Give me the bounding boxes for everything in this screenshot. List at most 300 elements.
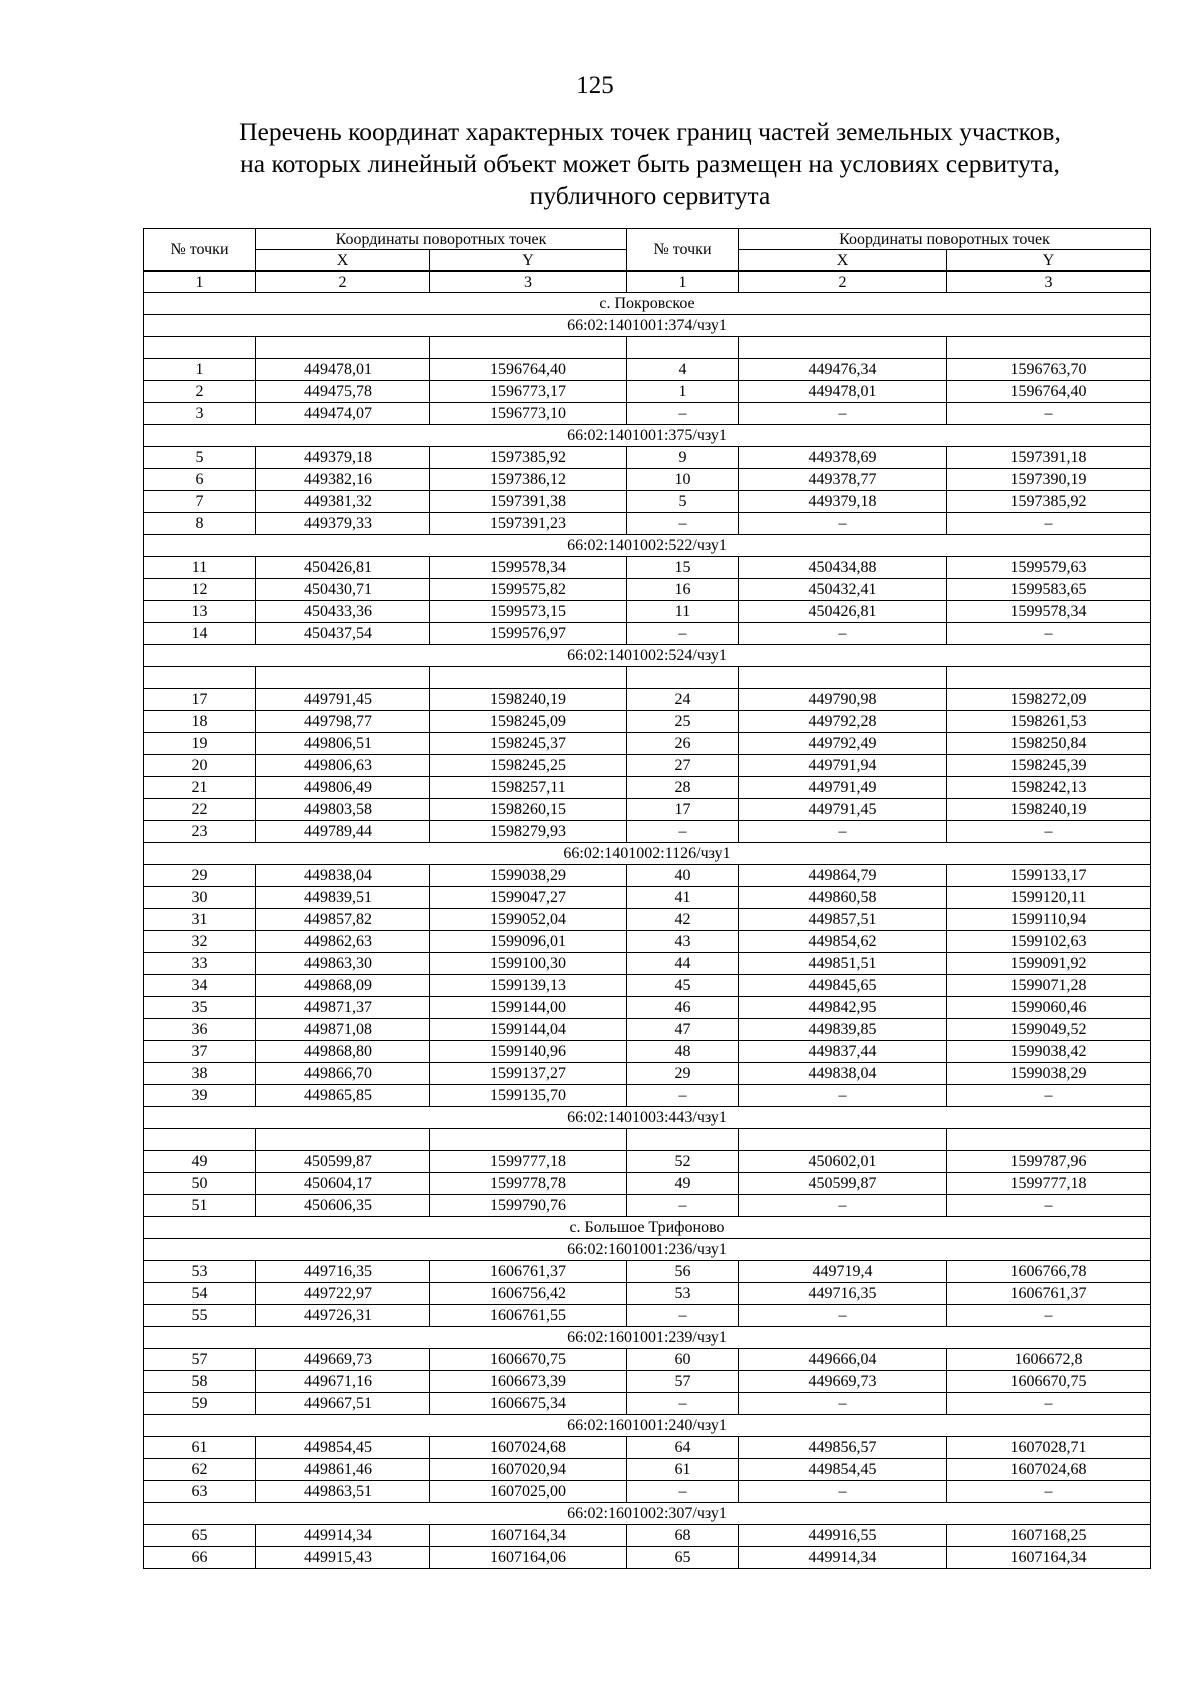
coord-y-cell: 1607024,68 bbox=[430, 1437, 627, 1459]
coord-y-cell: 1598261,53 bbox=[947, 711, 1151, 733]
coord-y-cell: 1599576,97 bbox=[430, 623, 627, 645]
point-no-cell: 49 bbox=[627, 1173, 739, 1195]
coord-x-cell: – bbox=[739, 623, 947, 645]
point-no-cell: 8 bbox=[144, 513, 256, 535]
point-no-cell: 66 bbox=[144, 1547, 256, 1569]
coord-y-cell: – bbox=[947, 1481, 1151, 1503]
parcel-row bbox=[144, 425, 1151, 447]
coord-y-cell: 1599777,18 bbox=[947, 1173, 1151, 1195]
point-no-cell: 25 bbox=[627, 711, 739, 733]
table-row bbox=[144, 359, 1151, 381]
coord-x-cell: 449914,34 bbox=[739, 1547, 947, 1569]
point-no-cell: 43 bbox=[627, 931, 739, 953]
table-row bbox=[144, 381, 1151, 403]
coord-x-cell: 450437,54 bbox=[256, 623, 430, 645]
parcel-id: 66:02:1601002:307/чзу1 bbox=[144, 1503, 1151, 1525]
table-row bbox=[144, 579, 1151, 601]
point-no-cell: 26 bbox=[627, 733, 739, 755]
point-no-cell: 64 bbox=[627, 1437, 739, 1459]
coord-x-cell: 449864,79 bbox=[739, 865, 947, 887]
table-row bbox=[144, 1349, 1151, 1371]
point-no-cell: 35 bbox=[144, 997, 256, 1019]
table-row bbox=[144, 1283, 1151, 1305]
coord-y-cell: 1599091,92 bbox=[947, 953, 1151, 975]
parcel-row bbox=[144, 1327, 1151, 1349]
coord-y-cell: 1597391,38 bbox=[430, 491, 627, 513]
table-row bbox=[144, 1305, 1151, 1327]
point-no-cell: 4 bbox=[627, 359, 739, 381]
point-no-cell: 63 bbox=[144, 1481, 256, 1503]
coord-y-cell: 1599137,27 bbox=[430, 1063, 627, 1085]
point-no-cell: 17 bbox=[144, 689, 256, 711]
coord-y-cell: 1607025,00 bbox=[430, 1481, 627, 1503]
coord-y-cell: 1598245,37 bbox=[430, 733, 627, 755]
coord-y-cell: 1597385,92 bbox=[430, 447, 627, 469]
coord-x-cell: 449792,28 bbox=[739, 711, 947, 733]
header-y: Y bbox=[430, 250, 627, 272]
parcel-row bbox=[144, 645, 1151, 667]
point-no-cell: 41 bbox=[627, 887, 739, 909]
point-no-cell: – bbox=[627, 1085, 739, 1107]
point-no-cell: – bbox=[627, 1481, 739, 1503]
coord-x-cell: 449726,31 bbox=[256, 1305, 430, 1327]
point-no-cell: 1 bbox=[144, 359, 256, 381]
coord-y-cell: 1599787,96 bbox=[947, 1151, 1151, 1173]
point-no-cell: 37 bbox=[144, 1041, 256, 1063]
table-row bbox=[144, 1261, 1151, 1283]
table-row bbox=[144, 887, 1151, 909]
coord-y-cell: – bbox=[947, 1195, 1151, 1217]
coord-x-cell: 449722,97 bbox=[256, 1283, 430, 1305]
point-no-cell: 6 bbox=[144, 469, 256, 491]
coord-x-cell: – bbox=[739, 1195, 947, 1217]
coord-x-cell: 449474,07 bbox=[256, 403, 430, 425]
coord-x-cell: 450602,01 bbox=[739, 1151, 947, 1173]
settlement-row bbox=[144, 293, 1151, 315]
coord-x-cell: 449382,16 bbox=[256, 469, 430, 491]
parcel-row bbox=[144, 1503, 1151, 1525]
coord-x-cell: – bbox=[739, 1305, 947, 1327]
coord-x-cell: 449806,63 bbox=[256, 755, 430, 777]
header-row bbox=[144, 229, 1151, 250]
coord-y-cell: 1599110,94 bbox=[947, 909, 1151, 931]
coord-x-cell: 449798,77 bbox=[256, 711, 430, 733]
point-no-cell: 24 bbox=[627, 689, 739, 711]
point-no-cell: 21 bbox=[144, 777, 256, 799]
coord-y-cell: 1599047,27 bbox=[430, 887, 627, 909]
point-no-cell: 11 bbox=[144, 557, 256, 579]
parcel-row bbox=[144, 535, 1151, 557]
coord-x-cell: 449863,51 bbox=[256, 1481, 430, 1503]
coord-y-cell: 1599135,70 bbox=[430, 1085, 627, 1107]
coord-y-cell: 1598242,13 bbox=[947, 777, 1151, 799]
coord-x-cell: 449871,37 bbox=[256, 997, 430, 1019]
coord-y-cell: 1606670,75 bbox=[430, 1349, 627, 1371]
coord-x-cell: 449861,46 bbox=[256, 1459, 430, 1481]
header-point-no: № точки bbox=[627, 229, 739, 272]
table-cell bbox=[144, 667, 256, 689]
coord-y-cell: 1598250,84 bbox=[947, 733, 1151, 755]
point-no-cell: 3 bbox=[144, 403, 256, 425]
table-row bbox=[144, 865, 1151, 887]
table-cell bbox=[627, 1129, 739, 1151]
coord-y-cell: 1596764,40 bbox=[430, 359, 627, 381]
coord-y-cell: 1599038,29 bbox=[947, 1063, 1151, 1085]
coord-y-cell: 1598245,25 bbox=[430, 755, 627, 777]
table-row bbox=[144, 1019, 1151, 1041]
coord-x-cell: 449871,08 bbox=[256, 1019, 430, 1041]
coord-x-cell: 449851,51 bbox=[739, 953, 947, 975]
point-no-cell: 53 bbox=[144, 1261, 256, 1283]
coord-x-cell: 449806,51 bbox=[256, 733, 430, 755]
point-no-cell: 19 bbox=[144, 733, 256, 755]
coord-y-cell: 1599578,34 bbox=[430, 557, 627, 579]
coord-y-cell: 1599071,28 bbox=[947, 975, 1151, 997]
table-row bbox=[144, 1481, 1151, 1503]
coord-y-cell: 1597386,12 bbox=[430, 469, 627, 491]
table-cell bbox=[947, 667, 1151, 689]
parcel-row bbox=[144, 1239, 1151, 1261]
table-row bbox=[144, 1393, 1151, 1415]
point-no-cell: 11 bbox=[627, 601, 739, 623]
table-row bbox=[144, 623, 1151, 645]
point-no-cell: 58 bbox=[144, 1371, 256, 1393]
point-no-cell: 53 bbox=[627, 1283, 739, 1305]
coord-x-cell: 449839,51 bbox=[256, 887, 430, 909]
table-cell bbox=[947, 337, 1151, 359]
coord-x-cell: 449862,63 bbox=[256, 931, 430, 953]
coord-y-cell: 1606672,8 bbox=[947, 1349, 1151, 1371]
point-no-cell: 60 bbox=[627, 1349, 739, 1371]
coord-y-cell: 1599583,65 bbox=[947, 579, 1151, 601]
table-row bbox=[144, 1195, 1151, 1217]
coord-y-cell: 1598272,09 bbox=[947, 689, 1151, 711]
table-row bbox=[144, 403, 1151, 425]
coord-x-cell: – bbox=[739, 1481, 947, 1503]
coord-x-cell: 450599,87 bbox=[739, 1173, 947, 1195]
coord-x-cell: 450430,71 bbox=[256, 579, 430, 601]
coord-y-cell: 1599102,63 bbox=[947, 931, 1151, 953]
parcel-id: 66:02:1401001:374/чзу1 bbox=[144, 315, 1151, 337]
table-row bbox=[144, 601, 1151, 623]
point-no-cell: 29 bbox=[627, 1063, 739, 1085]
coord-x-cell: 450426,81 bbox=[256, 557, 430, 579]
table-cell bbox=[256, 667, 430, 689]
table-row bbox=[144, 1371, 1151, 1393]
coord-y-cell: 1598257,11 bbox=[430, 777, 627, 799]
coord-y-cell: – bbox=[947, 1085, 1151, 1107]
coord-x-cell: 449792,49 bbox=[739, 733, 947, 755]
parcel-row bbox=[144, 843, 1151, 865]
coord-y-cell: 1597391,23 bbox=[430, 513, 627, 535]
table-row bbox=[144, 491, 1151, 513]
table-row bbox=[144, 1547, 1151, 1569]
coord-y-cell: 1607164,34 bbox=[430, 1525, 627, 1547]
coord-y-cell: 1599790,76 bbox=[430, 1195, 627, 1217]
point-no-cell: 16 bbox=[627, 579, 739, 601]
coord-y-cell: 1606756,42 bbox=[430, 1283, 627, 1305]
point-no-cell: 5 bbox=[627, 491, 739, 513]
coord-x-cell: 449669,73 bbox=[256, 1349, 430, 1371]
coord-x-cell: 449857,51 bbox=[739, 909, 947, 931]
coord-y-cell: 1607168,25 bbox=[947, 1525, 1151, 1547]
table-cell bbox=[739, 667, 947, 689]
point-no-cell: 15 bbox=[627, 557, 739, 579]
table-row bbox=[144, 1459, 1151, 1481]
coord-x-cell: 450606,35 bbox=[256, 1195, 430, 1217]
point-no-cell: 54 bbox=[144, 1283, 256, 1305]
coord-y-cell: 1598279,93 bbox=[430, 821, 627, 843]
point-no-cell: 65 bbox=[627, 1547, 739, 1569]
point-no-cell: 57 bbox=[627, 1371, 739, 1393]
coord-x-cell: 449916,55 bbox=[739, 1525, 947, 1547]
blank-row bbox=[144, 1129, 1151, 1151]
parcel-id: 66:02:1401003:443/чзу1 bbox=[144, 1107, 1151, 1129]
coord-y-cell: 1599100,30 bbox=[430, 953, 627, 975]
coord-y-cell: 1599579,63 bbox=[947, 557, 1151, 579]
coord-x-cell: 449716,35 bbox=[739, 1283, 947, 1305]
settlement-name: с. Покровское bbox=[144, 293, 1151, 315]
point-no-cell: 49 bbox=[144, 1151, 256, 1173]
table-row bbox=[144, 931, 1151, 953]
coord-x-cell: 449666,04 bbox=[739, 1349, 947, 1371]
point-no-cell: 59 bbox=[144, 1393, 256, 1415]
coord-y-cell: 1606675,34 bbox=[430, 1393, 627, 1415]
table-cell bbox=[947, 1129, 1151, 1151]
point-no-cell: 10 bbox=[627, 469, 739, 491]
table-body bbox=[144, 293, 1151, 1569]
point-no-cell: 23 bbox=[144, 821, 256, 843]
coord-y-cell: 1599133,17 bbox=[947, 865, 1151, 887]
parcel-row bbox=[144, 1107, 1151, 1129]
point-no-cell: 18 bbox=[144, 711, 256, 733]
column-number: 1 bbox=[144, 271, 256, 293]
coord-y-cell: 1599049,52 bbox=[947, 1019, 1151, 1041]
coord-x-cell: 450432,41 bbox=[739, 579, 947, 601]
header-coords: Координаты поворотных точек bbox=[739, 229, 1151, 250]
coord-x-cell: – bbox=[739, 1393, 947, 1415]
coord-x-cell: 449854,45 bbox=[256, 1437, 430, 1459]
coord-y-cell: – bbox=[947, 1305, 1151, 1327]
coord-x-cell: 449866,70 bbox=[256, 1063, 430, 1085]
coord-x-cell: 449854,62 bbox=[739, 931, 947, 953]
coord-x-cell: 450604,17 bbox=[256, 1173, 430, 1195]
coord-y-cell: 1606670,75 bbox=[947, 1371, 1151, 1393]
coord-y-cell: 1606673,39 bbox=[430, 1371, 627, 1393]
point-no-cell: 42 bbox=[627, 909, 739, 931]
point-no-cell: 33 bbox=[144, 953, 256, 975]
point-no-cell: 57 bbox=[144, 1349, 256, 1371]
parcel-id: 66:02:1601001:240/чзу1 bbox=[144, 1415, 1151, 1437]
point-no-cell: 45 bbox=[627, 975, 739, 997]
point-no-cell: – bbox=[627, 1393, 739, 1415]
title-line: на которых линейный объект может быть размещен на условиях сервитута, bbox=[240, 149, 1060, 178]
point-no-cell: 5 bbox=[144, 447, 256, 469]
coord-y-cell: 1597391,18 bbox=[947, 447, 1151, 469]
table-cell bbox=[430, 1129, 627, 1151]
coord-x-cell: 449476,34 bbox=[739, 359, 947, 381]
coord-x-cell: 449914,34 bbox=[256, 1525, 430, 1547]
point-no-cell: – bbox=[627, 513, 739, 535]
coord-y-cell: 1599144,04 bbox=[430, 1019, 627, 1041]
coord-y-cell: – bbox=[947, 821, 1151, 843]
coord-y-cell: 1599573,15 bbox=[430, 601, 627, 623]
point-no-cell: 20 bbox=[144, 755, 256, 777]
parcel-id: 66:02:1401002:524/чзу1 bbox=[144, 645, 1151, 667]
coord-x-cell: 449379,18 bbox=[256, 447, 430, 469]
table-cell bbox=[144, 337, 256, 359]
point-no-cell: – bbox=[627, 623, 739, 645]
coord-y-cell: 1598260,15 bbox=[430, 799, 627, 821]
point-no-cell: 13 bbox=[144, 601, 256, 623]
point-no-cell: 65 bbox=[144, 1525, 256, 1547]
coord-x-cell: 450599,87 bbox=[256, 1151, 430, 1173]
coord-y-cell: 1599120,11 bbox=[947, 887, 1151, 909]
coord-x-cell: 449790,98 bbox=[739, 689, 947, 711]
coord-y-cell: 1597385,92 bbox=[947, 491, 1151, 513]
blank-row bbox=[144, 337, 1151, 359]
header-x: X bbox=[256, 250, 430, 272]
coord-y-cell: 1599139,13 bbox=[430, 975, 627, 997]
coord-x-cell: 449716,35 bbox=[256, 1261, 430, 1283]
parcel-id: 66:02:1601001:239/чзу1 bbox=[144, 1327, 1151, 1349]
table-row bbox=[144, 557, 1151, 579]
table-row bbox=[144, 689, 1151, 711]
coord-y-cell: 1599038,29 bbox=[430, 865, 627, 887]
settlement-row bbox=[144, 1217, 1151, 1239]
point-no-cell: 61 bbox=[144, 1437, 256, 1459]
table-cell bbox=[430, 337, 627, 359]
table-row bbox=[144, 1173, 1151, 1195]
title-line: Перечень координат характерных точек границ частей земельных участков, bbox=[239, 117, 1061, 146]
coord-x-cell: 449868,09 bbox=[256, 975, 430, 997]
coord-y-cell: – bbox=[947, 623, 1151, 645]
point-no-cell: 61 bbox=[627, 1459, 739, 1481]
coord-y-cell: 1599144,00 bbox=[430, 997, 627, 1019]
point-no-cell: – bbox=[627, 1195, 739, 1217]
parcel-id: 66:02:1601001:236/чзу1 bbox=[144, 1239, 1151, 1261]
coord-x-cell: 449868,80 bbox=[256, 1041, 430, 1063]
point-no-cell: 17 bbox=[627, 799, 739, 821]
coord-y-cell: 1598245,09 bbox=[430, 711, 627, 733]
coord-x-cell: 449791,45 bbox=[739, 799, 947, 821]
table-cell bbox=[256, 1129, 430, 1151]
table-row bbox=[144, 975, 1151, 997]
coord-y-cell: 1606761,37 bbox=[947, 1283, 1151, 1305]
coord-y-cell: 1596763,70 bbox=[947, 359, 1151, 381]
coord-y-cell: 1598245,39 bbox=[947, 755, 1151, 777]
point-no-cell: – bbox=[627, 1305, 739, 1327]
coord-x-cell: 449378,77 bbox=[739, 469, 947, 491]
point-no-cell: 51 bbox=[144, 1195, 256, 1217]
table-row bbox=[144, 755, 1151, 777]
coord-x-cell: 449845,65 bbox=[739, 975, 947, 997]
header-x: X bbox=[739, 250, 947, 272]
table-row bbox=[144, 799, 1151, 821]
coord-y-cell: 1599052,04 bbox=[430, 909, 627, 931]
header-coords: Координаты поворотных точек bbox=[256, 229, 627, 250]
point-no-cell: 31 bbox=[144, 909, 256, 931]
coord-x-cell: 449857,82 bbox=[256, 909, 430, 931]
coord-x-cell: 449803,58 bbox=[256, 799, 430, 821]
point-no-cell: – bbox=[627, 403, 739, 425]
coord-y-cell: 1596764,40 bbox=[947, 381, 1151, 403]
coord-x-cell: 449856,57 bbox=[739, 1437, 947, 1459]
coord-x-cell: 449478,01 bbox=[739, 381, 947, 403]
coord-x-cell: 449837,44 bbox=[739, 1041, 947, 1063]
point-no-cell: 56 bbox=[627, 1261, 739, 1283]
coord-y-cell: 1599575,82 bbox=[430, 579, 627, 601]
point-no-cell: 46 bbox=[627, 997, 739, 1019]
point-no-cell: – bbox=[627, 821, 739, 843]
coord-x-cell: 449379,18 bbox=[739, 491, 947, 513]
title-line: публичного сервитута bbox=[529, 181, 771, 210]
point-no-cell: 68 bbox=[627, 1525, 739, 1547]
point-no-cell: 39 bbox=[144, 1085, 256, 1107]
coord-y-cell: 1606761,55 bbox=[430, 1305, 627, 1327]
parcel-id: 66:02:1401002:1126/чзу1 bbox=[144, 843, 1151, 865]
coord-x-cell: 449791,49 bbox=[739, 777, 947, 799]
table-row bbox=[144, 1041, 1151, 1063]
coord-x-cell: 449806,49 bbox=[256, 777, 430, 799]
point-no-cell: 55 bbox=[144, 1305, 256, 1327]
page-number: 125 bbox=[576, 72, 614, 99]
coord-y-cell: 1598240,19 bbox=[947, 799, 1151, 821]
coord-x-cell: 449865,85 bbox=[256, 1085, 430, 1107]
coord-x-cell: 450433,36 bbox=[256, 601, 430, 623]
table-row bbox=[144, 777, 1151, 799]
coord-x-cell: 449667,51 bbox=[256, 1393, 430, 1415]
coord-x-cell: 449863,30 bbox=[256, 953, 430, 975]
table-cell bbox=[144, 1129, 256, 1151]
coord-y-cell: 1607024,68 bbox=[947, 1459, 1151, 1481]
coord-x-cell: 449839,85 bbox=[739, 1019, 947, 1041]
coord-x-cell: 450434,88 bbox=[739, 557, 947, 579]
coord-x-cell: – bbox=[739, 513, 947, 535]
header-y: Y bbox=[947, 250, 1151, 272]
coord-y-cell: 1599777,18 bbox=[430, 1151, 627, 1173]
table-row bbox=[144, 711, 1151, 733]
coord-x-cell: 449478,01 bbox=[256, 359, 430, 381]
table-row bbox=[144, 821, 1151, 843]
point-no-cell: 38 bbox=[144, 1063, 256, 1085]
point-no-cell: 14 bbox=[144, 623, 256, 645]
point-no-cell: 1 bbox=[627, 381, 739, 403]
coord-x-cell: – bbox=[739, 403, 947, 425]
coord-y-cell: 1598240,19 bbox=[430, 689, 627, 711]
coord-x-cell: 449378,69 bbox=[739, 447, 947, 469]
table-cell bbox=[739, 337, 947, 359]
coord-y-cell: 1599778,78 bbox=[430, 1173, 627, 1195]
point-no-cell: 32 bbox=[144, 931, 256, 953]
coord-x-cell: – bbox=[739, 821, 947, 843]
table-row bbox=[144, 953, 1151, 975]
point-no-cell: 34 bbox=[144, 975, 256, 997]
point-no-cell: 22 bbox=[144, 799, 256, 821]
parcel-row bbox=[144, 315, 1151, 337]
coord-y-cell: – bbox=[947, 1393, 1151, 1415]
settlement-name: с. Большое Трифоново bbox=[144, 1217, 1151, 1239]
coord-y-cell: 1596773,17 bbox=[430, 381, 627, 403]
table-cell bbox=[627, 667, 739, 689]
coord-x-cell: 450426,81 bbox=[739, 601, 947, 623]
coord-y-cell: 1607164,06 bbox=[430, 1547, 627, 1569]
table-row bbox=[144, 469, 1151, 491]
point-no-cell: 48 bbox=[627, 1041, 739, 1063]
point-no-cell: 44 bbox=[627, 953, 739, 975]
coord-x-cell: 449791,45 bbox=[256, 689, 430, 711]
point-no-cell: 40 bbox=[627, 865, 739, 887]
